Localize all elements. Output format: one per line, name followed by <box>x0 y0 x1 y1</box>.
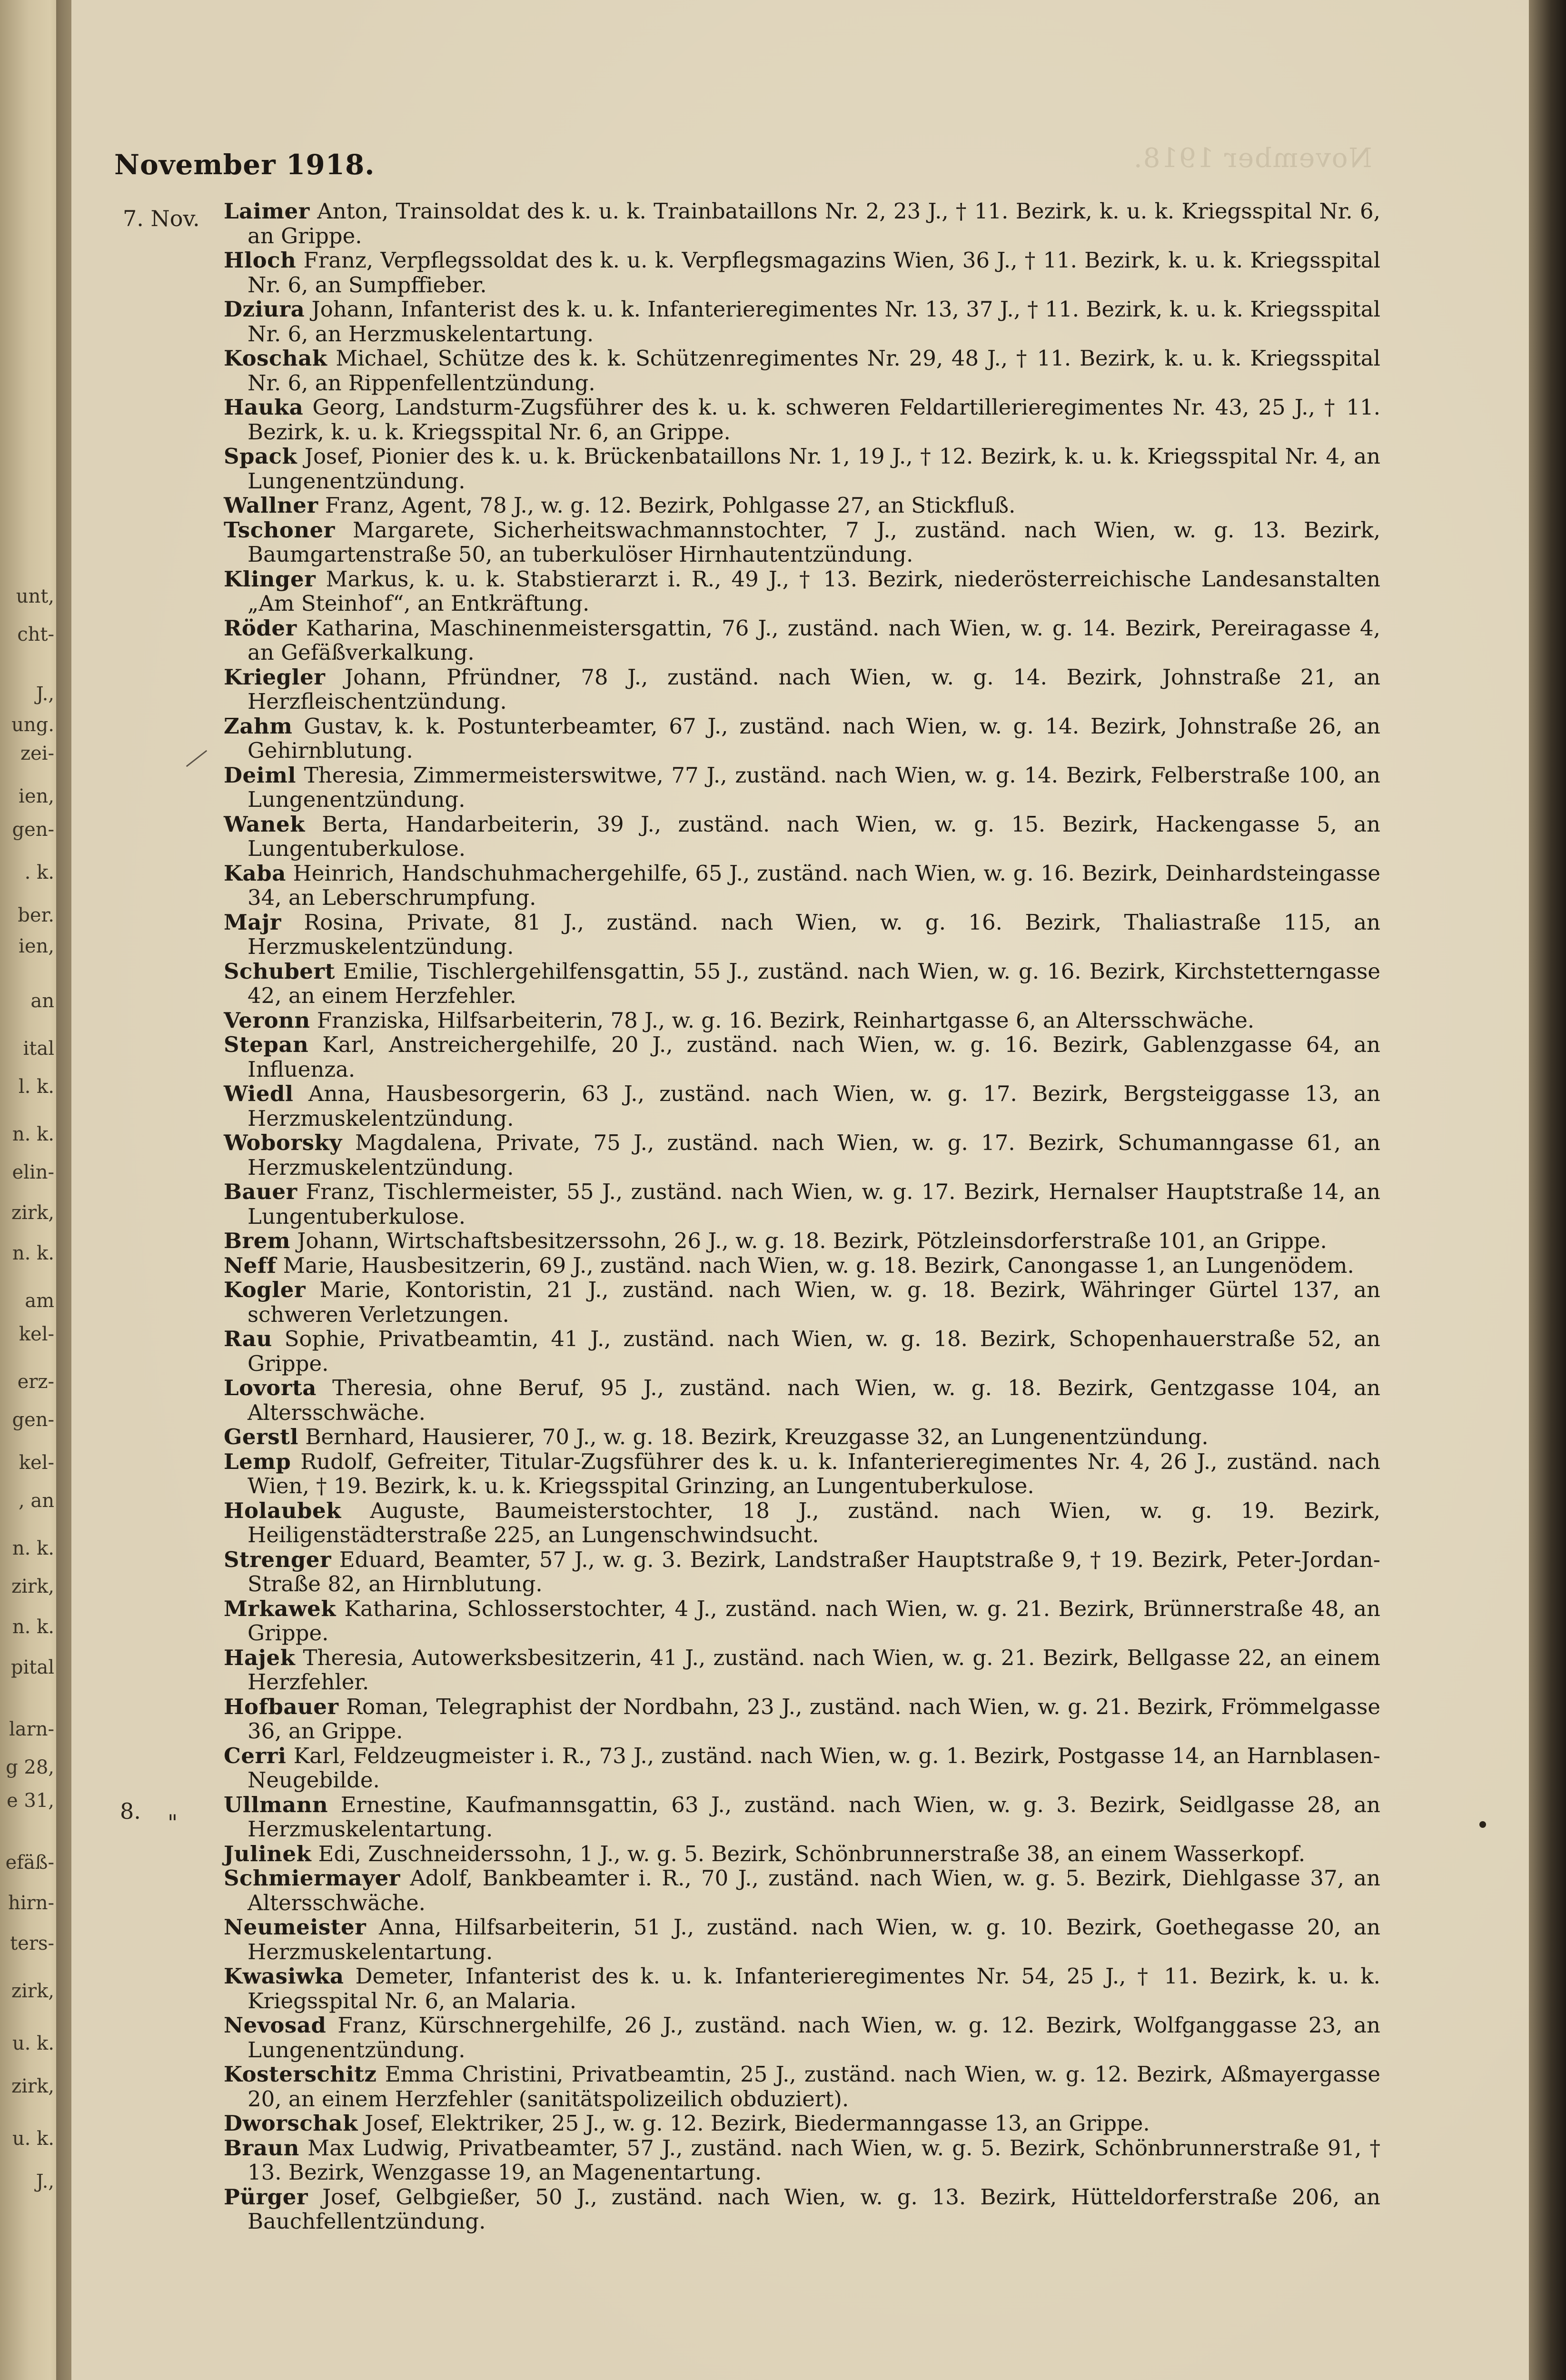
entry-details: Theresia, Zimmermeisterswitwe, 77 J., zuständ. nach Wien, w. g. 14. Bezirk, Felberstraße 100, an Lungenentzündung. <box>248 762 1380 812</box>
previous-page-fragment: ien, <box>19 785 54 807</box>
previous-page-fragment: zirk, <box>11 1980 54 2002</box>
entry-surname: Koschak <box>224 346 327 371</box>
entry-details: Johann, Wirtschaftsbesitzerssohn, 26 J., w. g. 18. Bezirk, Pötzleinsdorferstraße 101, an Grippe. <box>297 1228 1327 1253</box>
entry-details: Auguste, Baumeisterstochter, 18 J., zuständ. nach Wien, w. g. 19. Bezirk, Heiligenstädterstraße 225, an Lungenschwindsucht. <box>248 1497 1380 1547</box>
entry-details: Katharina, Schlosserstochter, 4 J., zuständ. nach Wien, w. g. 21. Bezirk, Brünnerstraße 48, an Grippe. <box>248 1596 1380 1646</box>
register-entry <box>224 1425 1380 1449</box>
register-entry <box>224 1278 1380 1327</box>
entry-details: Berta, Handarbeiterin, 39 J., zuständ. nach Wien, w. g. 15. Bezirk, Hackengasse 5, an Lungentuberkulose. <box>248 811 1380 861</box>
entry-surname: Nevosad <box>224 2013 327 2038</box>
register-entry <box>224 812 1380 861</box>
entry-surname: Pürger <box>224 2184 308 2210</box>
entry-details: Max Ludwig, Privatbeamter, 57 J., zuständ. nach Wien, w. g. 5. Bezirk, Schönbrunnerstraße 91, † 13. Bezirk, Wenzgasse 19, an Magenentartung. <box>248 2135 1380 2185</box>
register-entry <box>224 1498 1380 1547</box>
register-entry <box>224 1744 1380 1793</box>
previous-page-fragment: ters- <box>10 1933 54 1954</box>
entry-details: Emma Christini, Privatbeamtin, 25 J., zuständ. nach Wien, w. g. 12. Bezirk, Aßmayergasse 20, an einem Herzfehler (sanitätspolizeilich obduziert). <box>248 2062 1380 2112</box>
previous-page-fragment: pital <box>10 1656 54 1678</box>
entry-surname: Lovorta <box>224 1375 317 1400</box>
entry-details: Margarete, Sicherheitswachmannstochter, 7 J., zuständ. nach Wien, w. g. 13. Bezirk, Baumgartenstraße 50, an tuberkulöser Hirnhautentzündung. <box>248 517 1380 567</box>
entry-details: Rosina, Private, 81 J., zuständ. nach Wien, w. g. 16. Bezirk, Thaliastraße 115, an Herzmuskelentzündung. <box>248 909 1381 959</box>
entry-surname: Laimer <box>224 198 310 224</box>
previous-page-fragment: u. k. <box>12 2033 54 2054</box>
entry-surname: Julinek <box>224 1841 312 1866</box>
register-entry <box>224 616 1380 665</box>
entry-details: Anna, Hilfsarbeiterin, 51 J., zuständ. nach Wien, w. g. 10. Bezirk, Goethegasse 20, an Herzmuskelentartung. <box>248 1914 1380 1964</box>
entry-surname: Hajek <box>224 1645 296 1670</box>
register-entry <box>224 493 1380 518</box>
register-entry <box>224 1130 1380 1180</box>
previous-page-fragment: zirk, <box>11 2075 54 2097</box>
entry-details: Markus, k. u. k. Stabstierarzt i. R., 49 J., † 13. Bezirk, niederösterreichische Landesanstalten „Am Steinhof“, an Entkräftung. <box>248 566 1380 616</box>
entry-surname: Stepan <box>224 1032 309 1057</box>
entry-surname: Hauka <box>224 395 304 420</box>
register-entry <box>224 1032 1380 1081</box>
register-entry <box>224 2013 1380 2062</box>
entry-surname: Neumeister <box>224 1914 367 1940</box>
register-entry <box>224 2062 1380 2111</box>
entry-details: Heinrich, Handschuhmachergehilfe, 65 J., zuständ. nach Wien, w. g. 16. Bezirk, Deinhardsteingasse 34, an Leberschrumpfung. <box>248 860 1380 910</box>
entry-surname: Klinger <box>224 566 316 592</box>
entry-details: Ernestine, Kaufmannsgattin, 63 J., zuständ. nach Wien, w. g. 3. Bezirk, Seidlgasse 28, an Herzmuskelentartung. <box>248 1792 1381 1842</box>
register-entry <box>224 1180 1380 1229</box>
ink-dot <box>1479 1821 1486 1828</box>
entry-surname: Strenger <box>224 1547 332 1572</box>
register-entry <box>224 861 1380 910</box>
register-entry <box>224 444 1380 493</box>
register-entry <box>224 567 1380 616</box>
entry-surname: Wallner <box>224 493 318 518</box>
register-entry <box>224 199 1380 248</box>
entry-details: Franz, Verpflegssoldat des k. u. k. Verpflegsmagazins Wien, 36 J., † 11. Bezirk, k. u. k. Kriegsspital Nr. 6, an Sumpffieber. <box>248 248 1380 298</box>
entry-details: Josef, Elektriker, 25 J., w. g. 12. Bezirk, Biedermanngasse 13, an Grippe. <box>365 2111 1150 2136</box>
entry-details: Karl, Anstreichergehilfe, 20 J., zuständ. nach Wien, w. g. 16. Bezirk, Gablenzgasse 64, an Influenza. <box>248 1032 1380 1082</box>
previous-page-fragment: ital <box>23 1038 54 1060</box>
register-entry <box>224 248 1380 297</box>
entry-surname: Schmiermayer <box>224 1865 400 1891</box>
entry-details: Emilie, Tischlergehilfensgattin, 55 J., zuständ. nach Wien, w. g. 16. Bezirk, Kirchstetterngasse 42, an einem Herzfehler. <box>248 958 1380 1008</box>
previous-page-fragment: erz- <box>17 1371 54 1393</box>
register-entry <box>224 1547 1380 1597</box>
date-ditto-mark: " <box>168 1810 178 1835</box>
entry-details: Georg, Landsturm-Zugsführer des k. u. k. schweren Feldartillerieregimentes Nr. 43, 25 J., † 11. Bezirk, k. u. k. Kriegsspital Nr. 6, an Grippe. <box>248 395 1380 445</box>
register-entry <box>224 1915 1380 1964</box>
entry-details: Adolf, Bankbeamter i. R., 70 J., zuständ. nach Wien, w. g. 5. Bezirk, Diehlgasse 37, an Altersschwäche. <box>248 1865 1380 1915</box>
entry-details: Michael, Schütze des k. k. Schützenregimentes Nr. 29, 48 J., † 11. Bezirk, k. u. k. Kriegsspital Nr. 6, an Rippenfellentzündung. <box>248 346 1380 396</box>
entry-details: Gustav, k. k. Postunterbeamter, 67 J., zuständ. nach Wien, w. g. 14. Bezirk, Johnstraße 26, an Gehirnblutung. <box>248 713 1381 763</box>
entry-details: Edi, Zuschneiderssohn, 1 J., w. g. 5. Bezirk, Schönbrunnerstraße 38, an einem Wasserkopf. <box>318 1841 1306 1866</box>
entry-details: Eduard, Beamter, 57 J., w. g. 3. Bezirk, Landstraßer Hauptstraße 9, † 19. Bezirk, Peter-Jordan-Straße 82, an Hirnblutung. <box>248 1547 1380 1597</box>
entry-surname: Holaubek <box>224 1497 341 1523</box>
entry-surname: Dworschak <box>224 2111 358 2136</box>
previous-page-fragment: l. k. <box>18 1076 54 1098</box>
entry-details: Sophie, Privatbeamtin, 41 J., zuständ. nach Wien, w. g. 18. Bezirk, Schopenhauerstraße 52, an Grippe. <box>248 1326 1380 1376</box>
entry-details: Franziska, Hilfsarbeiterin, 78 J., w. g. 16. Bezirk, Reinhartgasse 6, an Altersschwäche. <box>317 1007 1255 1033</box>
entry-surname: Bauer <box>224 1179 297 1204</box>
previous-page-fragment: kel- <box>19 1452 54 1474</box>
entry-details: Karl, Feldzeugmeister i. R., 73 J., zuständ. nach Wien, w. g. 1. Bezirk, Postgasse 14, an Harnblasen-Neugebilde. <box>248 1743 1380 1793</box>
previous-page-fragment: n. k. <box>12 1242 54 1264</box>
register-entry <box>224 1449 1380 1498</box>
register-entry <box>224 1842 1380 1866</box>
register-entry <box>224 1229 1380 1253</box>
entry-surname: Rau <box>224 1326 272 1351</box>
previous-page-fragment: zirk, <box>11 1576 54 1597</box>
entry-surname: Ullmann <box>224 1792 328 1817</box>
entry-surname: Neff <box>224 1252 277 1278</box>
entry-surname: Zahm <box>224 713 293 739</box>
previous-page-fragment: ien, <box>19 935 54 957</box>
register-entry <box>224 1695 1380 1744</box>
previous-page-fragment: n. k. <box>12 1537 54 1559</box>
entry-details: Roman, Telegraphist der Nordbahn, 23 J., zuständ. nach Wien, w. g. 21. Bezirk, Frömmelgasse 36, an Grippe. <box>248 1694 1381 1744</box>
entry-details: Franz, Kürschnergehilfe, 26 J., zuständ. nach Wien, w. g. 12. Bezirk, Wolfganggasse 23, an Lungenentzündung. <box>248 2013 1380 2063</box>
previous-page-margin-text <box>4 0 56 2380</box>
previous-page-fragment: gen- <box>12 819 54 841</box>
entry-surname: Dziura <box>224 297 305 322</box>
entry-surname: Kwasiwka <box>224 1964 344 1989</box>
register-entry <box>224 1964 1380 2013</box>
entry-surname: Majr <box>224 909 281 935</box>
previous-page-fragment: , an <box>18 1490 54 1512</box>
previous-page-fragment: g 28, <box>6 1756 54 1778</box>
register-entry <box>224 665 1380 714</box>
register-entry <box>224 518 1380 567</box>
date-label-nov-7: 7. Nov. <box>123 206 200 231</box>
register-entry <box>224 2111 1380 2136</box>
previous-page-fragment: ung. <box>11 714 54 736</box>
previous-page-fragment: zei- <box>20 743 54 764</box>
register-entry <box>224 714 1380 763</box>
previous-page-fragment: n. k. <box>12 1616 54 1638</box>
entry-surname: Gerstl <box>224 1424 298 1449</box>
entry-details: Franz, Tischlermeister, 55 J., zuständ. nach Wien, w. g. 17. Bezirk, Hernalser Hauptstraße 14, an Lungentuberkulose. <box>248 1179 1380 1229</box>
register-entry <box>224 763 1380 812</box>
entry-surname: Kosterschitz <box>224 2062 377 2087</box>
register-entry <box>224 1646 1380 1695</box>
previous-page-fragment: unt, <box>16 585 54 607</box>
entry-surname: Hloch <box>224 248 297 273</box>
entry-surname: Cerri <box>224 1743 287 1768</box>
entry-details: Anna, Hausbesorgerin, 63 J., zuständ. nach Wien, w. g. 17. Bezirk, Bergsteiggasse 13, an Herzmuskelentzündung. <box>248 1081 1380 1131</box>
entry-details: Johann, Infanterist des k. u. k. Infanterieregimentes Nr. 13, 37 J., † 11. Bezirk, k. u. k. Kriegsspital Nr. 6, an Herzmuskelentartung. <box>248 297 1380 347</box>
register-entry <box>224 1081 1380 1130</box>
register-entry <box>224 1597 1380 1646</box>
entry-surname: Lemp <box>224 1448 291 1474</box>
entry-surname: Schubert <box>224 958 335 984</box>
death-register-entries <box>224 199 1380 2234</box>
entry-details: Josef, Gelbgießer, 50 J., zuständ. nach Wien, w. g. 13. Bezirk, Hütteldorferstraße 206, an Bauchfellentzündung. <box>248 2184 1380 2234</box>
entry-details: Demeter, Infanterist des k. u. k. Infanterieregimentes Nr. 54, 25 J., † 11. Bezirk, k. u. k. Kriegsspital Nr. 6, an Malaria. <box>248 1964 1380 2013</box>
page-header: November 1918. <box>114 149 375 181</box>
previous-page-fragment: hirn- <box>8 1892 54 1914</box>
date-label-8: 8. <box>120 1798 141 1824</box>
previous-page-fragment: zirk, <box>11 1202 54 1224</box>
register-entry <box>224 1253 1380 1278</box>
page-right-edge <box>1529 0 1566 2380</box>
entry-details: Rudolf, Gefreiter, Titular-Zugsführer des k. u. k. Infanterieregimentes Nr. 4, 26 J., zuständ. nach Wien, † 19. Bezirk, k. u. k. Kriegsspital Grinzing, an Lungentuberkulose. <box>248 1448 1380 1498</box>
previous-page-fragment: elin- <box>12 1161 54 1183</box>
entry-details: Johann, Pfründner, 78 J., zuständ. nach Wien, w. g. 14. Bezirk, Johnstraße 21, an Herzfleischentzündung. <box>248 664 1380 714</box>
entry-details: Franz, Agent, 78 J., w. g. 12. Bezirk, Pohlgasse 27, an Stickfluß. <box>325 493 1016 518</box>
entry-surname: Röder <box>224 615 297 641</box>
register-entry <box>224 1008 1380 1033</box>
entry-surname: Brem <box>224 1228 290 1253</box>
previous-page-fragment: u. k. <box>12 2128 54 2150</box>
previous-page-fragment: e 31, <box>7 1790 54 1812</box>
previous-page-fragment: an <box>30 990 54 1012</box>
previous-page-fragment: ber. <box>18 904 54 926</box>
previous-page-fragment: cht- <box>17 624 54 645</box>
previous-page-fragment: . k. <box>24 862 54 883</box>
previous-page-fragment: efäß- <box>5 1852 54 1874</box>
entry-surname: Wanek <box>224 811 305 837</box>
entry-details: Theresia, ohne Beruf, 95 J., zuständ. nach Wien, w. g. 18. Bezirk, Gentzgasse 104, an Altersschwäche. <box>248 1375 1380 1425</box>
register-entry <box>224 2136 1380 2185</box>
entry-surname: Braun <box>224 2135 299 2161</box>
entry-surname: Woborsky <box>224 1130 342 1155</box>
entry-details: Marie, Kontoristin, 21 J., zuständ. nach Wien, w. g. 18. Bezirk, Währinger Gürtel 137, an schweren Verletzungen. <box>248 1277 1380 1327</box>
entry-surname: Hofbauer <box>224 1694 339 1719</box>
register-entry <box>224 1793 1380 1842</box>
register-entry <box>224 1866 1380 1915</box>
bleed-through-text: November 1918. <box>1133 143 1372 174</box>
entry-surname: Tschoner <box>224 517 335 543</box>
previous-page-fragment: am <box>25 1290 54 1312</box>
entry-details: Josef, Pionier des k. u. k. Brückenbataillons Nr. 1, 19 J., † 12. Bezirk, k. u. k. Kriegsspital Nr. 4, an Lungenentzündung. <box>248 444 1381 494</box>
entry-details: Magdalena, Private, 75 J., zuständ. nach Wien, w. g. 17. Bezirk, Schumanngasse 61, an Herzmuskelentzündung. <box>248 1130 1380 1180</box>
entry-surname: Mrkawek <box>224 1596 336 1621</box>
previous-page-fragment: n. k. <box>12 1123 54 1145</box>
entry-details: Marie, Hausbesitzerin, 69 J., zuständ. nach Wien, w. g. 18. Bezirk, Canongasse 1, an Lungenödem. <box>283 1252 1354 1278</box>
entry-details: Bernhard, Hausierer, 70 J., w. g. 18. Bezirk, Kreuzgasse 32, an Lungenentzündung. <box>305 1424 1209 1449</box>
entry-details: Anton, Trainsoldat des k. u. k. Trainbataillons Nr. 2, 23 J., † 11. Bezirk, k. u. k. Kriegsspital Nr. 6, an Grippe. <box>248 198 1380 248</box>
entry-surname: Spack <box>224 444 297 469</box>
register-entry <box>224 346 1380 395</box>
entry-details: Katharina, Maschinenmeistersgattin, 76 J., zuständ. nach Wien, w. g. 14. Bezirk, Pereiragasse 4, an Gefäßverkalkung. <box>248 615 1380 665</box>
register-entry <box>224 1376 1380 1425</box>
entry-surname: Deiml <box>224 762 296 788</box>
entry-surname: Kaba <box>224 860 286 886</box>
entry-surname: Kriegler <box>224 664 326 690</box>
previous-page-fragment: larn- <box>9 1718 54 1740</box>
register-entry <box>224 1327 1380 1376</box>
register-entry <box>224 395 1380 444</box>
entry-surname: Wiedl <box>224 1081 294 1106</box>
entry-surname: Kogler <box>224 1277 306 1302</box>
previous-page-fragment: J., <box>36 683 54 705</box>
entry-surname: Veronn <box>224 1007 310 1033</box>
previous-page-fragment: kel- <box>19 1323 54 1345</box>
entry-details: Theresia, Autowerksbesitzerin, 41 J., zuständ. nach Wien, w. g. 21. Bezirk, Bellgasse 22, an einem Herzfehler. <box>248 1645 1380 1695</box>
register-entry <box>224 959 1380 1008</box>
previous-page-fragment: gen- <box>12 1409 54 1431</box>
register-entry <box>224 2185 1380 2234</box>
register-entry <box>224 297 1380 346</box>
register-entry <box>224 910 1380 959</box>
previous-page-fragment: J., <box>36 2171 54 2192</box>
